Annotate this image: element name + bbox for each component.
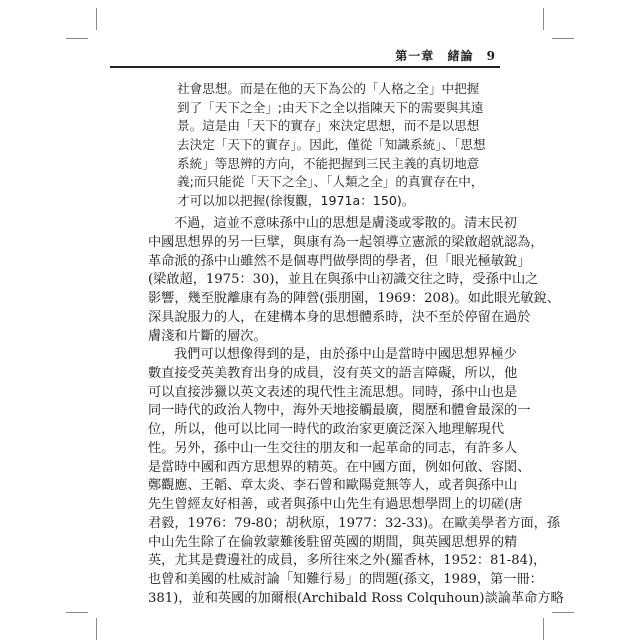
paragraph-line: 膚淺和片斷的層次。 bbox=[148, 328, 267, 344]
block-quotation bbox=[177, 80, 486, 211]
paragraph-line: 可以直接涉獵以英文表述的現代性主流思想。同時，孫中山也是 bbox=[148, 384, 518, 400]
quote-line: 義;而只能從「天下之全」、「人類之全」的真實存在中， bbox=[177, 174, 484, 190]
paragraph-line: 英，尤其是費邊社的成員，多所往來之外(羅香林，1952：81-84)， bbox=[148, 553, 547, 569]
header-text bbox=[387, 47, 496, 64]
page-number: 9 bbox=[486, 49, 496, 63]
paragraph-line: 先生曾經友好相善，或者與孫中山先生有過思想學問上的切磋(唐 bbox=[148, 497, 523, 512]
crop-mark-top-left-h bbox=[66, 38, 88, 39]
quote-line: 景。這是由「天下的實存」來決定思想，而不是以思想 bbox=[177, 118, 480, 134]
paragraph-line: 深具說服力的人，在建構本身的思想體系時，決不至於停留在過於 bbox=[148, 309, 531, 325]
quote-line: 到了「天下之全」;由天下之全以指陳天下的需要與其遠 bbox=[177, 99, 484, 115]
paragraph-line: 中國思想界的另一巨擘，與康有為一起領導立憲派的梁啟超就認為， bbox=[148, 234, 544, 250]
paragraph-line: (梁啟超，1975：30)，並且在與孫中山初識交往之時，受孫中山之 bbox=[148, 272, 539, 288]
paragraph-line: 性。另外，孫中山一生交往的朋友和一起革命的同志，有許多人 bbox=[148, 440, 518, 456]
paragraph-line: 數直接受英美教育出身的成員，沒有英文的語言障礙，所以，他 bbox=[148, 365, 518, 381]
paragraph-line: 不過，這並不意味孫中山的思想是膚淺或零散的。清末民初 bbox=[174, 216, 517, 231]
paragraph-line: 同一時代的政治人物中，海外天地接觸最廣，閱歷和體會最深的一 bbox=[148, 403, 531, 419]
crop-mark-bottom-left-v bbox=[96, 618, 97, 640]
paragraph-line: 381)，並和英國的加爾根(Archibald Ross Colquhoun)談論革命方略 bbox=[148, 590, 564, 606]
paragraph-line: 也曾和美國的杜威討論「知難行易」的問題(孫文，1989，第一冊： bbox=[148, 572, 543, 587]
paragraph-2 bbox=[148, 346, 564, 609]
paragraph-line: 鄭觀應、王韜、章太炎、李石曾和歐陽竟無等人，或者與孫中山 bbox=[148, 478, 518, 494]
paragraph-line: 位，所以，他可以比同一時代的政治家更廣泛深入地理解現代 bbox=[148, 422, 505, 437]
chapter-label: 第一章 bbox=[395, 49, 435, 63]
quote-line: 系統」等思辨的方向，不能把握到三民主義的真切地意 bbox=[177, 155, 480, 171]
paragraph-line: 君毅，1976：79-80；胡秋原，1977：32-33)。在歐美學者方面，孫 bbox=[148, 515, 561, 531]
paragraph-line: 革命派的孫中山雖然不是個專門做學問的學者，但「眼光極敏銳」 bbox=[148, 253, 531, 269]
paragraph-line: 是當時中國和西方思想界的精英。在中國方面，例如何啟、容閎、 bbox=[148, 459, 531, 475]
running-header bbox=[110, 46, 500, 68]
crop-mark-bottom-right-h bbox=[552, 612, 574, 613]
crop-mark-top-right-h bbox=[552, 38, 574, 39]
crop-mark-bottom-left-h bbox=[66, 612, 88, 613]
crop-mark-bottom-right-v bbox=[543, 618, 544, 640]
header-rule bbox=[110, 66, 500, 68]
crop-mark-top-right-v bbox=[543, 8, 544, 30]
chapter-title: 緒論 bbox=[447, 49, 474, 63]
crop-mark-top-left-v bbox=[96, 8, 97, 30]
paragraph-line: 影響，幾至脫離康有為的陣營(張朋園，1969：208)。如此眼光敏銳、 bbox=[148, 291, 560, 306]
quote-line: 去決定「天下的實存」。因此，僅從「知識系統」、「思想 bbox=[177, 137, 486, 153]
paragraph-1 bbox=[148, 215, 560, 346]
quote-line: 才可以加以把握(徐復觀，1971a：150)。 bbox=[177, 193, 415, 209]
paragraph-line: 中山先生除了在倫敦蒙難後駐留英國的期間，與英國思想界的精 bbox=[148, 534, 518, 550]
paragraph-line: 我們可以想像得到的是，由於孫中山是當時中國思想界極少 bbox=[174, 347, 517, 362]
quote-line: 社會思想。而是在他的天下為公的「人格之全」中把握 bbox=[177, 81, 480, 96]
